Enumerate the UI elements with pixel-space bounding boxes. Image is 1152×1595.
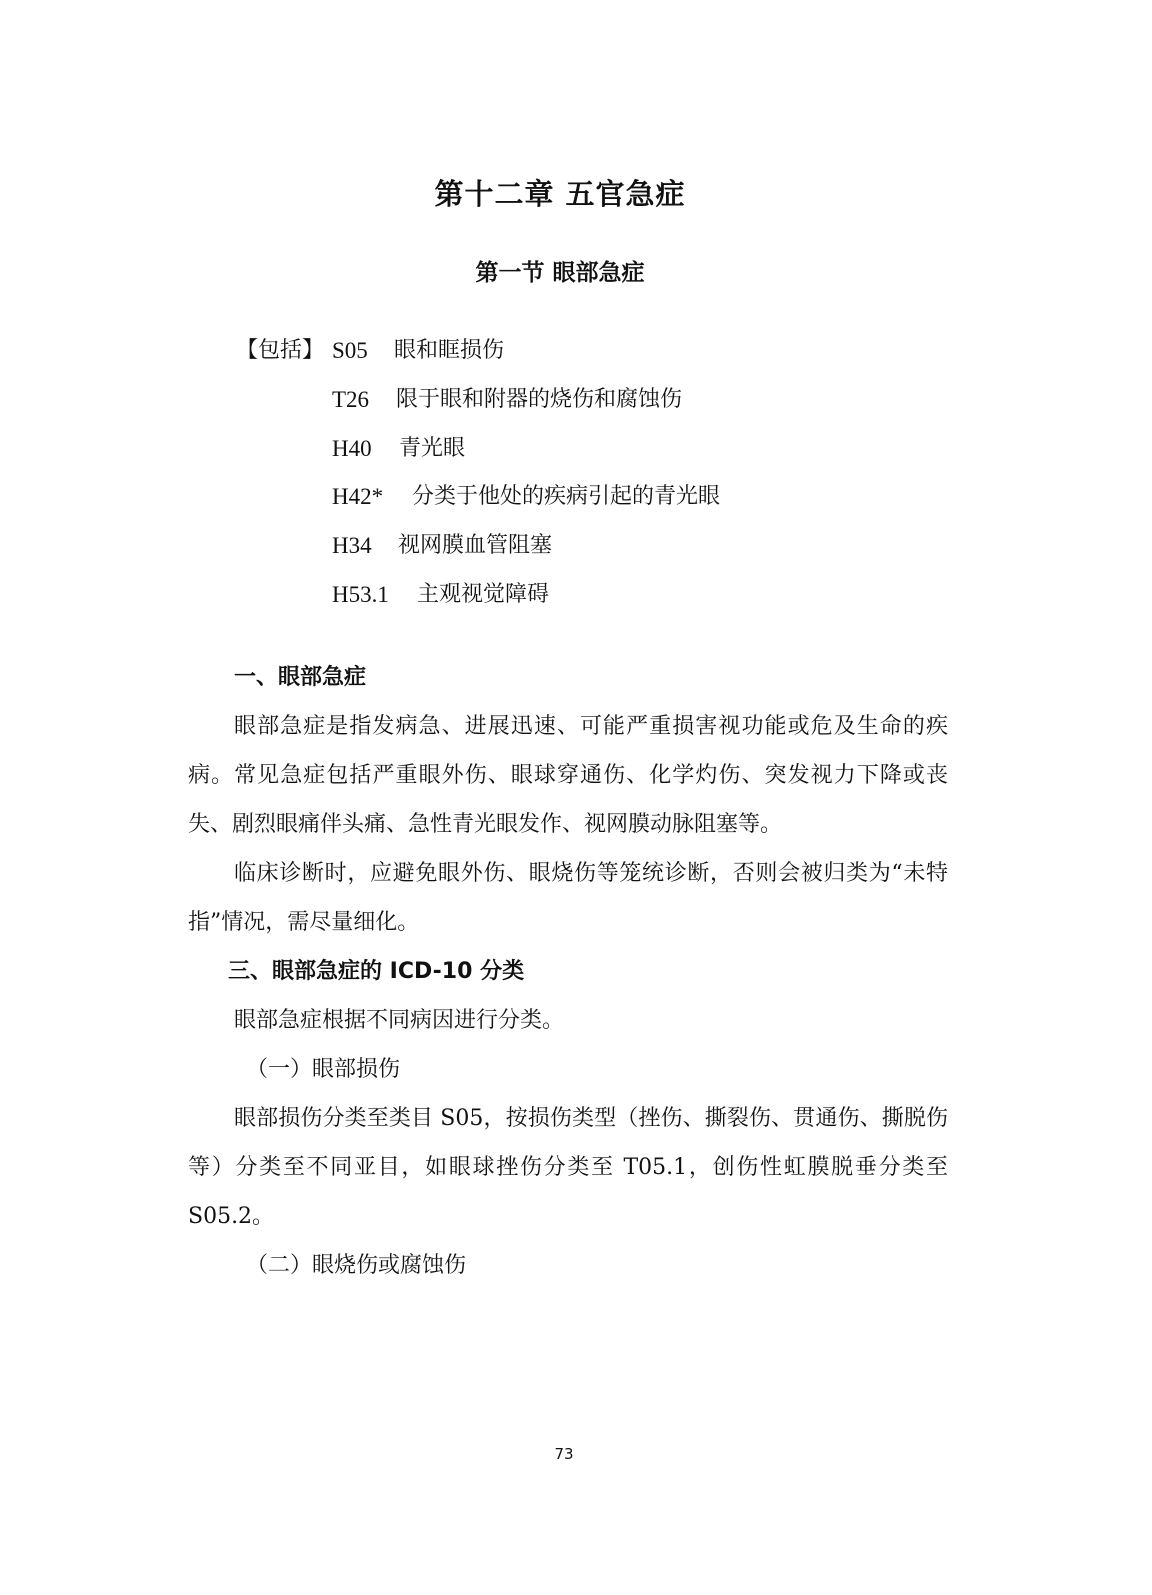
icd-code: H53.1 [332,582,389,607]
subheading-eye-injury: （一）眼部损伤 [246,1057,401,1082]
paragraph: 眼部急症根据不同病因进行分类。 [234,1008,565,1033]
includes-label: 【包括】 [236,338,325,363]
paragraph: 眼部急症是指发病急、进展迅速、可能严重损害视功能或危及生命的疾病。常见急症包括严重眼外伤、眼球穿通伤、化学灼伤、突发视力下降或丧失、剧烈眼痛伴头痛、急性青光眼发作、视网膜动脉阻塞等。 [188,714,948,837]
icd-code: H34 [332,533,372,558]
section-title: 第一节 眼部急症 [475,260,645,286]
icd-description: 青光眼 [399,436,466,461]
main-text [188,653,948,1290]
icd-description: 分类于他处的疾病引起的青光眼 [412,484,721,509]
subheading-eye-burns: （二）眼烧伤或腐蚀伤 [246,1253,467,1278]
icd-description: 主观视觉障碍 [417,582,550,607]
paragraph: 临床诊断时，应避免眼外伤、眼烧伤等笼统诊断，否则会被归类为“未特指”情况，需尽量细化。 [188,861,948,935]
chapter-title: 第十二章 五官急症 [434,177,686,211]
icd-code: H42* [332,484,384,509]
icd-code: T26 [332,387,370,412]
icd-code: H40 [332,436,372,461]
icd-description: 限于眼和附器的烧伤和腐蚀伤 [396,387,683,412]
page-number: 73 [554,1445,574,1463]
heading-eye-emergencies: 一、眼部急症 [234,665,367,690]
heading-icd10-classification: 三、眼部急症的 ICD-10 分类 [228,959,525,984]
icd-description: 视网膜血管阻塞 [398,533,553,558]
icd-code: S05 [332,338,368,363]
paragraph: 眼部损伤分类至类目 S05，按损伤类型（挫伤、撕裂伤、贯通伤、撕脱伤等）分类至不同亚目，如眼球挫伤分类至 T05.1，创伤性虹膜脱垂分类至 S05.2。 [188,1106,948,1229]
icd-description: 眼和眶损伤 [394,338,505,363]
